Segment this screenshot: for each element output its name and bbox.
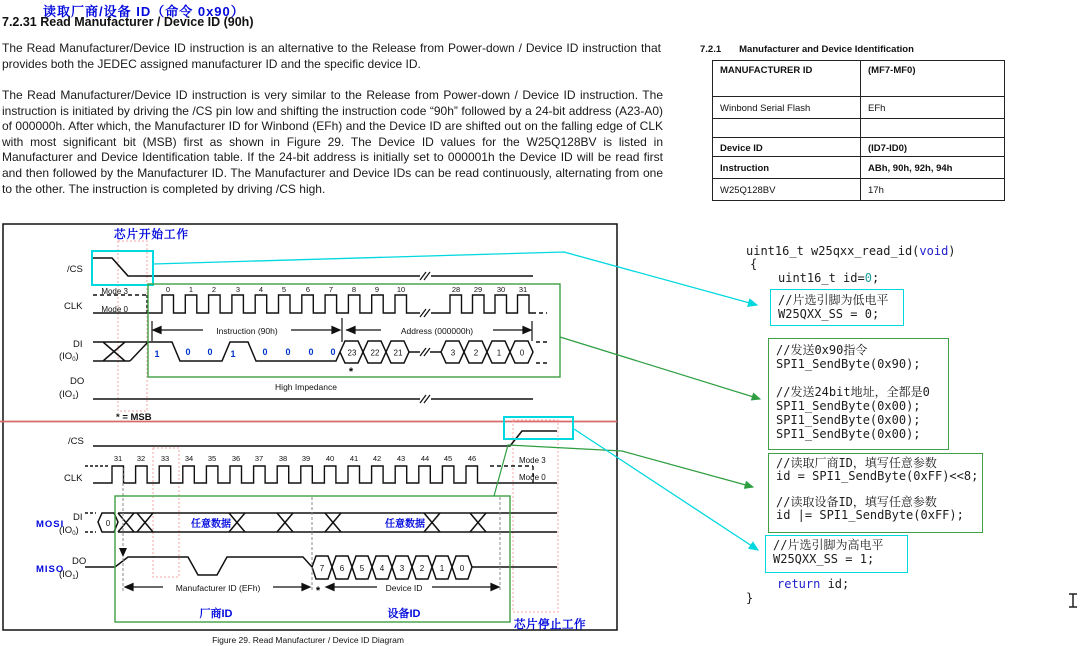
svg-text:8: 8 xyxy=(351,285,357,294)
id-table-section-number: 7.2.1 xyxy=(700,44,722,55)
svg-text:31: 31 xyxy=(113,454,123,463)
id-read-connector xyxy=(494,445,753,496)
mode3-label: Mode 3 xyxy=(519,456,546,465)
di-lead-bit: 0 xyxy=(105,519,111,528)
table-cell: (MF7-MF0) xyxy=(868,65,916,76)
figure-caption: Figure 29. Read Manufacturer / Device ID Diagram xyxy=(212,635,404,645)
instruction-span-label: Instruction (90h) xyxy=(216,326,278,336)
svg-text:1: 1 xyxy=(154,349,160,359)
svg-text:0: 0 xyxy=(285,347,291,357)
cs-fall-highlight-box xyxy=(92,251,153,285)
paragraph-2: The Read Manufacturer/Device ID instruction is very similar to the Release from Power-down / Device ID instruction. The instruction is initiated by driving the /CS pin low and shifting the instruction code “90h” followed by a 24-bit address (A23-A0) of 000000h. After which, the Manufacturer ID for Winbond (EFh) and the Device ID are shifted out on the falling edge of CLK with most significant bit (MSB) first as shown in Figure 29. The Device ID values for the W25Q128BV is listed in Manufacturer and Device Identification table. If the 24-bit address is initially set to 000001h the Device ID will be read first and then followed by the Manufacturer ID. The Manufacturer and Device IDs can be read continuously, alternating from one to the other. The instruction is completed by driving /CS high. xyxy=(2,88,663,196)
svg-text:23: 23 xyxy=(347,348,357,358)
manufacturer-id-span-label: Manufacturer ID (EFh) xyxy=(175,583,261,593)
svg-text:22: 22 xyxy=(370,348,380,358)
svg-text:43: 43 xyxy=(396,454,406,463)
lower-pin-labels xyxy=(36,436,86,581)
mode3-label: Mode 3 xyxy=(101,287,128,296)
upper-span-arrows xyxy=(152,318,532,342)
svg-text:0: 0 xyxy=(519,348,525,358)
table-cell: MANUFACTURER ID xyxy=(713,61,861,96)
code-line-ss-low: W25QXX_SS = 0; xyxy=(778,307,880,321)
svg-text:0: 0 xyxy=(262,347,268,357)
svg-text:3: 3 xyxy=(399,564,405,573)
table-cell: Device ID xyxy=(713,138,861,156)
do-label: DO xyxy=(70,376,85,387)
upper-clk-ticks xyxy=(166,285,527,294)
instruction-connector xyxy=(560,337,760,399)
svg-text:1: 1 xyxy=(230,349,236,359)
svg-text:2: 2 xyxy=(211,285,217,294)
svg-text:44: 44 xyxy=(420,454,430,463)
svg-text:2: 2 xyxy=(473,348,479,358)
clock-edge-down-arrow xyxy=(119,548,127,557)
svg-text:29: 29 xyxy=(473,285,483,294)
code-line-open-brace: { xyxy=(750,257,758,271)
table-cell: EFh xyxy=(868,103,886,114)
svg-text:0: 0 xyxy=(308,347,314,357)
arbitrary-data-label: 任意数据 xyxy=(191,519,231,530)
di-label: DI xyxy=(73,512,83,523)
text-cursor[interactable] xyxy=(1069,594,1077,607)
clk-label: CLK xyxy=(64,473,83,484)
code-line-ss-high: W25QXX_SS = 1; xyxy=(773,551,875,566)
svg-text:0: 0 xyxy=(185,347,191,357)
svg-text:4: 4 xyxy=(379,564,385,573)
svg-text:38: 38 xyxy=(278,454,288,463)
di-io-label: $(IO_0)$ xyxy=(59,351,79,363)
cs-high-code-box xyxy=(765,535,908,573)
upper-di-bit-values xyxy=(154,347,335,359)
svg-text:0: 0 xyxy=(459,564,465,573)
svg-text:4: 4 xyxy=(258,285,264,294)
send-command-code-box xyxy=(768,338,949,450)
upper-cs-waveform xyxy=(93,258,533,276)
svg-text:42: 42 xyxy=(372,454,382,463)
svg-text:35: 35 xyxy=(207,454,217,463)
cs-low-code-box xyxy=(770,289,904,326)
cs-label: /CS xyxy=(68,436,84,447)
svg-text:41: 41 xyxy=(349,454,359,463)
section-heading: 7.2.31 Read Manufacturer / Device ID (90h) xyxy=(2,15,254,29)
msb-star: * xyxy=(315,585,321,597)
chip-start-label: 芯片开始工作 xyxy=(114,229,189,241)
lower-di-waveform xyxy=(85,513,557,532)
code-line-read-mfr: id = SPI1_SendByte(0xFF)<<8; xyxy=(776,469,979,483)
code-line-send-00: SPI1_SendByte(0x00); xyxy=(776,413,921,427)
code-line-send-90: SPI1_SendByte(0x90); xyxy=(776,357,921,371)
svg-text:46: 46 xyxy=(467,454,477,463)
svg-text:3: 3 xyxy=(450,348,456,358)
lower-cs-waveform xyxy=(93,431,557,446)
svg-text:33: 33 xyxy=(160,454,170,463)
manufacturer-id-cn-label: 厂商ID xyxy=(199,608,233,620)
upper-address-bit-labels xyxy=(348,349,525,358)
svg-text:45: 45 xyxy=(443,454,453,463)
cs-label: /CS xyxy=(67,264,83,275)
high-impedance-label: High Impedance xyxy=(275,382,337,392)
do-io-label: $(IO_1)$ xyxy=(59,569,79,581)
code-comment: //读取设备ID，填写任意参数 xyxy=(776,495,937,509)
svg-text:1: 1 xyxy=(439,564,445,573)
mosi-label: MOSI xyxy=(36,519,65,530)
read-id-code-box xyxy=(768,453,983,533)
svg-text:31: 31 xyxy=(518,285,528,294)
upper-pin-labels xyxy=(59,264,84,401)
svg-text:6: 6 xyxy=(305,285,311,294)
svg-text:7: 7 xyxy=(328,285,334,294)
code-line-signature: uint16_t w25qxx_read_id(void) xyxy=(746,244,956,258)
svg-text:10: 10 xyxy=(396,285,406,294)
chip-stop-label: 芯片停止工作 xyxy=(514,619,586,631)
di-io-label: $(IO_0)$ xyxy=(59,525,79,537)
svg-text:3: 3 xyxy=(235,285,241,294)
clk-label: CLK xyxy=(64,301,83,312)
code-line-declare-id: uint16_t id=0; xyxy=(778,271,880,285)
svg-text:5: 5 xyxy=(359,564,365,573)
svg-text:28: 28 xyxy=(451,285,461,294)
svg-text:9: 9 xyxy=(374,285,380,294)
code-comment: //发送24bit地址，全都是0 xyxy=(776,385,930,399)
svg-text:6: 6 xyxy=(339,564,345,573)
svg-text:32: 32 xyxy=(136,454,146,463)
table-cell: Instruction xyxy=(713,157,861,178)
svg-text:36: 36 xyxy=(231,454,241,463)
waveform-break-marks xyxy=(420,272,430,403)
code-line-send-00: SPI1_SendByte(0x00); xyxy=(776,427,921,441)
code-comment: //片选引脚为低电平 xyxy=(778,293,889,307)
svg-text:30: 30 xyxy=(496,285,506,294)
svg-text:21: 21 xyxy=(393,348,403,358)
device-id-span-label: Device ID xyxy=(385,583,423,593)
cs-high-connector xyxy=(574,429,758,550)
di-label: DI xyxy=(73,339,83,350)
svg-text:39: 39 xyxy=(301,454,311,463)
code-comment: //读取厂商ID，填写任意参数 xyxy=(776,456,937,470)
svg-text:2: 2 xyxy=(419,564,425,573)
code-line-read-dev: id |= SPI1_SendByte(0xFF); xyxy=(776,508,964,522)
svg-text:0: 0 xyxy=(165,285,171,294)
arbitrary-data-label: 任意数据 xyxy=(385,519,425,530)
svg-text:34: 34 xyxy=(184,454,194,463)
table-cell: (ID7-ID0) xyxy=(868,142,908,154)
svg-text:40: 40 xyxy=(325,454,335,463)
address-span-label: Address (000000h) xyxy=(400,326,474,336)
do-io-label: $(IO_1)$ xyxy=(59,389,79,401)
page-title-cn: 读取厂商/设备 ID（命令 0x90） xyxy=(43,4,245,19)
code-line-send-00: SPI1_SendByte(0x00); xyxy=(776,399,921,413)
code-comment: //片选引脚为高电平 xyxy=(773,538,884,552)
svg-text:1: 1 xyxy=(496,348,502,358)
svg-text:0: 0 xyxy=(330,347,336,357)
table-cell: ABh, 90h, 92h, 94h xyxy=(868,163,953,174)
msb-star: * xyxy=(348,366,354,378)
table-cell: W25Q128BV xyxy=(713,179,861,200)
svg-text:7: 7 xyxy=(319,564,325,573)
svg-text:0: 0 xyxy=(207,347,213,357)
do-label: DO xyxy=(72,556,87,567)
svg-text:37: 37 xyxy=(254,454,264,463)
upper-clk-waveform xyxy=(93,295,547,313)
mode0-label: Mode 0 xyxy=(101,305,128,314)
code-line-return: return id; xyxy=(777,577,850,591)
msb-note: * = MSB xyxy=(116,412,152,423)
svg-text:5: 5 xyxy=(281,285,287,294)
code-line-close-brace: } xyxy=(746,591,754,605)
lower-clk-ticks xyxy=(114,454,476,463)
lower-clk-waveform xyxy=(85,466,557,483)
miso-label: MISO xyxy=(36,564,65,575)
paragraph-1: The Read Manufacturer/Device ID instruction is an alternative to the Release from Power-down / Device ID instruction that provides both the JEDEC assigned manufacturer ID and the specific device ID. xyxy=(2,41,661,71)
mode0-label: Mode 0 xyxy=(519,473,546,482)
dashed-guide-lines xyxy=(123,468,500,592)
table-cell: 17h xyxy=(868,185,884,196)
code-comment: //发送0x90指令 xyxy=(776,343,868,357)
id-table-title: Manufacturer and Device Identification xyxy=(739,44,914,55)
table-cell: Winbond Serial Flash xyxy=(713,97,861,118)
svg-text:1: 1 xyxy=(188,285,194,294)
device-id-cn-label: 设备ID xyxy=(387,608,421,620)
upper-di-waveform xyxy=(93,341,549,363)
